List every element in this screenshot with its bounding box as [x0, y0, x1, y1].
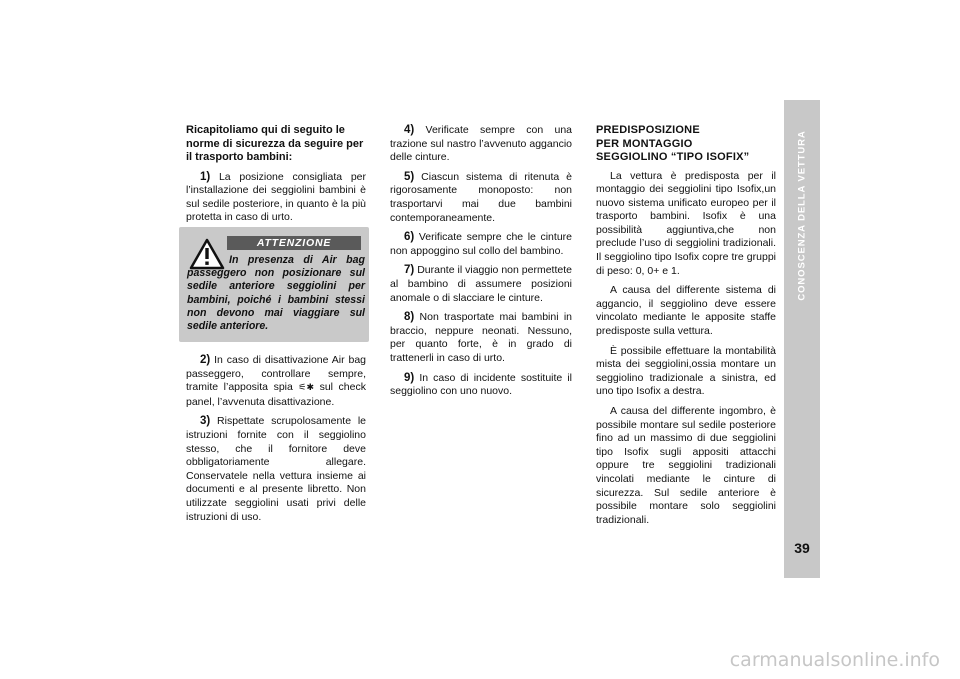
isofix-section-heading — [596, 124, 776, 165]
warning-text: In presenza di Air bag passeggero non posizionare sul sedile anteriore seggiolini per bambini, poiché i bambini stessi non devono mai viaggiare sul sedile anteriore. — [187, 254, 365, 333]
rule-text: In caso di incidente sostituite il seggiolino con uno nuovo. — [390, 371, 573, 398]
rule-item-5 — [390, 171, 572, 225]
warning-box — [179, 227, 369, 342]
column-right — [596, 124, 776, 533]
isofix-paragraph: A causa del differente ingombro, è possibile montare sul sedile posteriore fino ad un massimo di due seggiolini tipo Isofix sugli appositi attacchi oppure tre seggiolini tradizionali vincolati mediante le cinture di sicurezza. Sul sedile anteriore è possibile montare solo seggiolini tradizionali. — [596, 405, 776, 526]
rule-text: La posizione consigliata per l’installazione dei seggiolini bambini è sul sedile posteriore, in quanto è la più protetta in caso di urto. — [186, 170, 366, 224]
heading-line: PER MONTAGGIO — [596, 137, 693, 150]
rule-text: Ciascun sistema di ritenuta è rigorosamente monoposto: non trasportarvi mai due bambini contemporaneamente. — [390, 170, 572, 224]
isofix-paragraph: A causa del differente sistema di aggancio, il seggiolino deve essere vincolato mediante le apposite staffe predisposte sulla vettura. — [596, 284, 776, 338]
rule-item-6 — [390, 231, 572, 258]
rule-item-9 — [390, 372, 572, 399]
isofix-paragraph: È possibile effettuare la montabilità mista dei seggiolini,ossia montare un seggiolino tradizionale a sinistra, ed uno tipo Isofix a destra. — [596, 344, 776, 398]
warning-title: ATTENZIONE — [227, 236, 361, 250]
rule-text: Durante il viaggio non permettete al bambino di assumere posizioni anomale o di slacciare le cinture. — [390, 264, 572, 304]
rule-item-2 — [186, 354, 366, 409]
rule-item-3 — [186, 415, 366, 524]
watermark: carmanualsonline.info — [729, 649, 940, 671]
chapter-sidebar — [784, 100, 820, 578]
rule-text: In caso di disattivazione Air bag passeggero, controllare sempre, tramite l’apposita spia — [186, 354, 367, 394]
isofix-paragraph: La vettura è predisposta per il montaggio dei seggiolini tipo Isofix,un nuovo sistema unificato europeo per il trasporto bambini. Isofix è una possibilità aggiuntiva,che non preclude l’uso di seggiolini tradizionali. Il seggiolino tipo Isofix copre tre gruppi di peso: 0, 0+ e 1. — [596, 169, 776, 277]
rule-number: 4) — [404, 124, 415, 136]
chapter-label: CONOSCENZA DELLA VETTURA — [796, 130, 808, 301]
rule-number: 9) — [404, 371, 415, 384]
rule-number: 5) — [404, 170, 415, 183]
airbag-off-indicator-icon: ⚟✱ — [298, 383, 315, 394]
column-left-lower — [186, 354, 366, 530]
rule-number: 1) — [200, 170, 211, 183]
page-number: 39 — [794, 540, 810, 556]
rule-item-8 — [390, 311, 572, 365]
rule-text: Verificate sempre che le cinture non appoggino sul collo del bambino. — [390, 231, 572, 257]
rule-number: 8) — [404, 311, 415, 324]
rule-text: Non trasportate mai bambini in braccio, neppure neonati. Nessuno, per quanto forte, è in grado di trattenerli in caso di urto. — [390, 311, 572, 364]
rule-text-continued: sul check panel, l’avvenuta disattivazione. — [186, 381, 366, 408]
rule-text: Rispettate scrupolosamente le istruzioni fornite con il seggiolino stesso, che il fornitore deve obbligatoriamente allegare. Conservatele nella vettura insieme ai documenti e al presente libretto. Non utilizzate seggiolini usati privi delle istruzioni di uso. — [186, 415, 367, 523]
heading-line: PREDISPOSIZIONE — [596, 124, 700, 136]
rule-number: 6) — [404, 231, 415, 244]
rule-number: 2) — [200, 354, 211, 366]
rule-number: 7) — [404, 264, 415, 277]
rule-item-4 — [390, 124, 572, 165]
rule-item-1 — [186, 171, 366, 225]
heading-line: SEGGIOLINO “TIPO ISOFIX” — [596, 151, 750, 163]
rule-item-7 — [390, 264, 572, 305]
rule-text: Verificate sempre con una trazione sul nastro l’avvenuto aggancio delle cinture. — [390, 124, 572, 164]
section-intro-heading: Ricapitoliamo qui di seguito le norme di sicurezza da seguire per il trasporto bambini: — [186, 124, 364, 163]
column-middle — [390, 124, 572, 405]
column-left — [186, 124, 366, 231]
rule-number: 3) — [200, 415, 211, 428]
